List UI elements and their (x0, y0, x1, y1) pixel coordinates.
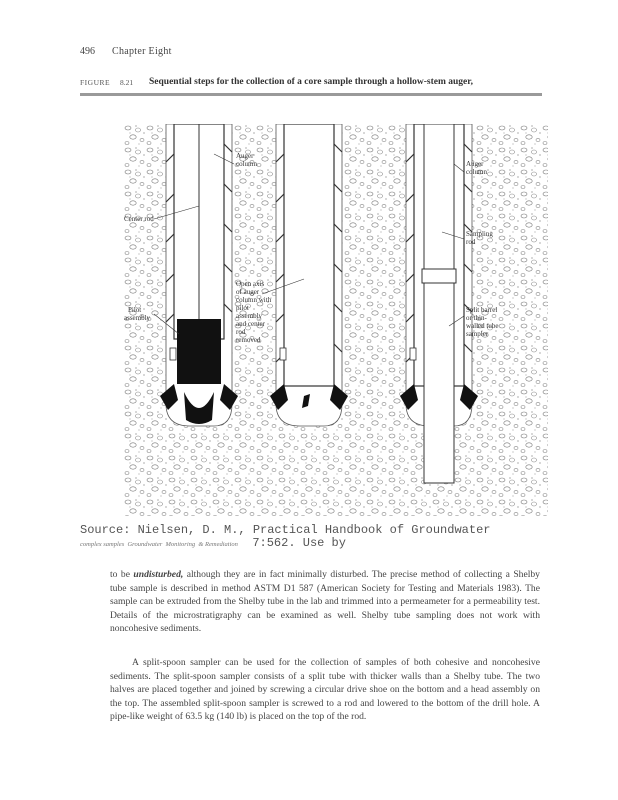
borehole-step-1 (160, 124, 238, 426)
body-paragraph-2: A split-spoon sampler can be used for the collection of samples of both cohesive and noncohesive sediments. The split-spoon sampler consists of a split tube with thicker walls than a Shelby tube. The two halves are placed together and joined by screwing a circular drive shoe on the bottom and a head assembly on the top. The assembled split-spoon sampler is screwed to a rod and lowered to the bottom of the drill hole. A pipe-like weight of 63.5 kg (140 lb) is placed on the top of the rod. (110, 657, 540, 722)
caption-rule (80, 93, 542, 96)
chapter-title: Chapter Eight (112, 46, 172, 57)
page-number: 496 (80, 46, 95, 57)
source-line-1: Source: Nielsen, D. M., Practical Handbook of Groundwater (80, 523, 491, 537)
label-sampling-rod: Sampling rod (466, 230, 493, 246)
split-barrel-sampler (424, 283, 454, 483)
auger-column-2 (284, 124, 334, 386)
sampling-rod (424, 124, 454, 269)
auger-sampling-figure (124, 124, 548, 516)
body-paragraph-1: to be undisturbed, although they are in fact minimally disturbed. The precise method of collecting a Shelby tube sample is described in method ASTM D1 587 (American Society for Testing and Materials 1983). The sample can be extruded from the Shelby tube in the lab and trimmed into a permeameter for a permeability test. Details of the microstratigraphy can be examined as well. Shelby tube sampling does not work with noncohesive sediments. (110, 569, 540, 634)
label-pilot-assembly: Pilot assembly (124, 306, 151, 322)
source-line-2-small: complex samples Groundwater Monitoring & Remediation (80, 541, 238, 548)
emphasis-undisturbed: undisturbed, (133, 569, 184, 580)
label-split-barrel: Split barrel or thin- walled tube sampler (466, 306, 499, 338)
figure-number: 8.21 (120, 78, 134, 87)
label-auger-column-1: Auger column (236, 152, 257, 168)
figure-source (80, 524, 550, 551)
borehole-step-2 (270, 124, 348, 426)
figure-caption: Sequential steps for the collection of a core sample through a hollow-stem auger, (149, 77, 473, 87)
figure-label: FIGURE (80, 78, 111, 87)
pilot-assembly (177, 319, 221, 384)
label-auger-column-3: Auger column (466, 160, 487, 176)
label-center-rod: Center rod (124, 215, 154, 223)
source-line-2-mono: 7:562. Use by (252, 536, 346, 550)
label-open-axis: Open axis of auger column with pilot assembly and center rod removed (236, 280, 272, 344)
